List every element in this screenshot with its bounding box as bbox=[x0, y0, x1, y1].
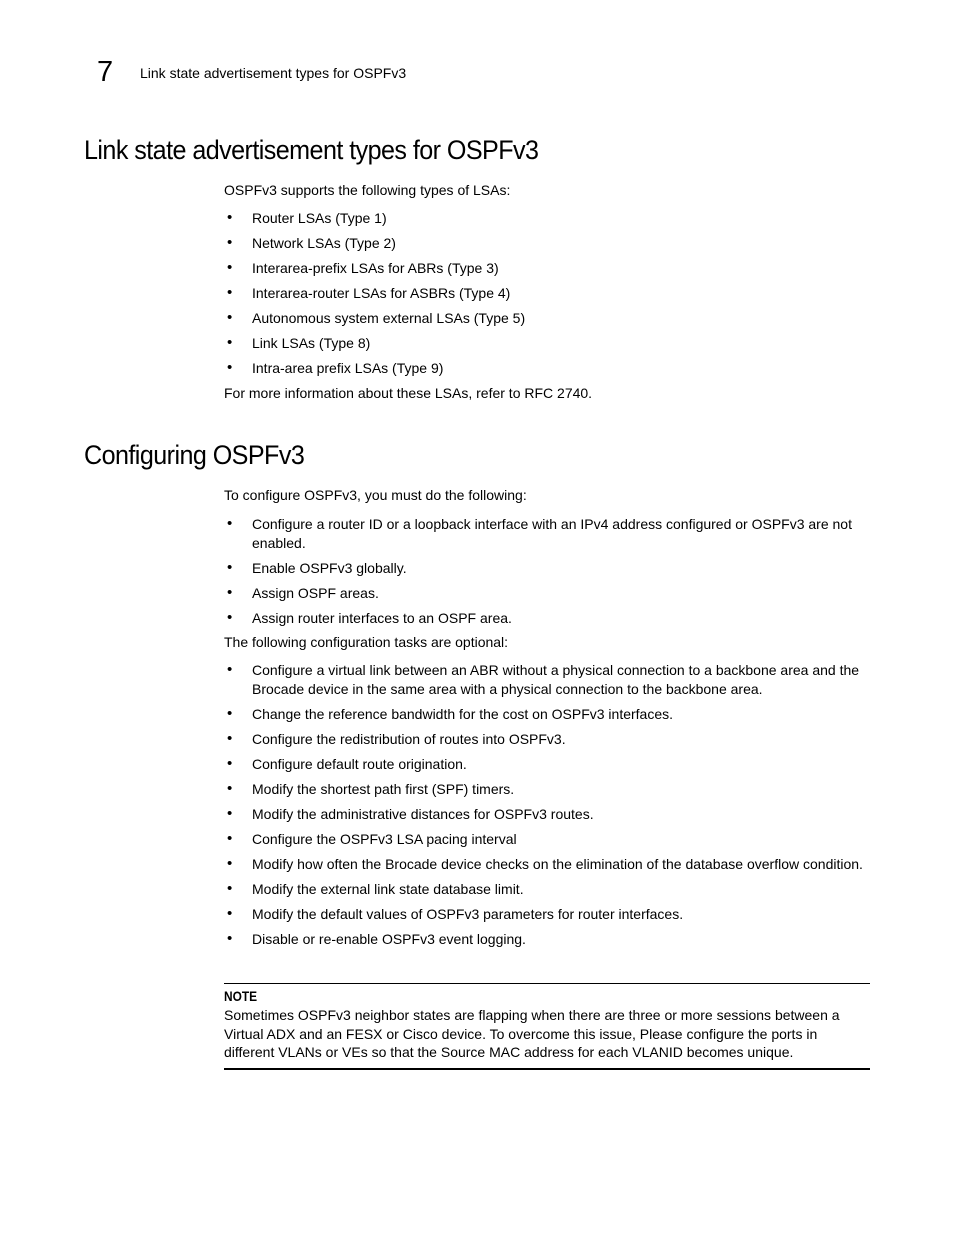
bullet-icon: • bbox=[227, 209, 233, 226]
bullet-icon: • bbox=[227, 259, 233, 276]
optional-intro: The following configuration tasks are optional: bbox=[224, 634, 509, 650]
bullet-icon: • bbox=[227, 779, 233, 797]
bullet-icon: • bbox=[227, 854, 233, 872]
bullet-icon: • bbox=[227, 309, 233, 326]
bullet-icon: • bbox=[227, 284, 233, 301]
list-item: • Interarea-prefix LSAs for ABRs (Type 3) bbox=[227, 259, 499, 276]
lsa-outro: For more information about these LSAs, refer to RFC 2740. bbox=[224, 385, 593, 401]
bullet-icon: • bbox=[227, 729, 233, 747]
list-item: • Configure the OSPFv3 LSA pacing interval bbox=[227, 829, 517, 847]
bullet-icon: • bbox=[227, 515, 233, 532]
list-item: • Link LSAs (Type 8) bbox=[227, 334, 371, 351]
list-item: • Autonomous system external LSAs (Type 5) bbox=[227, 309, 526, 326]
list-item: • Modify the administrative distances for OSPFv3 routes. bbox=[227, 804, 594, 822]
bullet-icon: • bbox=[227, 829, 233, 847]
list-item: • Configure the redistribution of routes into OSPFv3. bbox=[227, 729, 566, 747]
list-item: • Configure a virtual link between an ABR without a physical connection to a backbone area and the Brocade device in the same area with a physical connection to the backbone area. bbox=[227, 661, 860, 697]
bullet-icon: • bbox=[227, 234, 233, 251]
list-item: • Configure default route origination. bbox=[227, 754, 467, 772]
bullet-icon: • bbox=[227, 929, 233, 947]
lsa-types-list bbox=[224, 209, 870, 384]
bullet-icon: • bbox=[227, 804, 233, 822]
bullet-icon: • bbox=[227, 904, 233, 922]
chapter-number: 7 bbox=[97, 56, 114, 88]
list-item: • Modify the external link state database limit. bbox=[227, 879, 524, 897]
note-box bbox=[224, 983, 870, 1070]
bullet-icon: • bbox=[227, 704, 233, 722]
section-heading-configuring: Configuring OSPFv3 bbox=[84, 440, 305, 470]
note-label: NOTE bbox=[224, 988, 258, 1004]
list-item: • Interarea-router LSAs for ASBRs (Type 4) bbox=[227, 284, 511, 301]
bullet-icon: • bbox=[227, 608, 233, 626]
bullet-icon: • bbox=[227, 583, 233, 601]
config-intro: To configure OSPFv3, you must do the following: bbox=[224, 487, 527, 503]
bullet-icon: • bbox=[227, 754, 233, 772]
list-item: • Router LSAs (Type 1) bbox=[227, 209, 387, 226]
list-item: • Enable OSPFv3 globally. bbox=[227, 558, 407, 576]
list-item: • Configure a router ID or a loopback interface with an IPv4 address configured or OSPFv3 are not enabled. bbox=[227, 515, 852, 551]
list-item: • Change the reference bandwidth for the cost on OSPFv3 interfaces. bbox=[227, 704, 674, 722]
bullet-icon: • bbox=[227, 661, 233, 678]
list-item: • Disable or re-enable OSPFv3 event logging. bbox=[227, 929, 526, 947]
note-text: Sometimes OSPFv3 neighbor states are flapping when there are three or more sessions between a Virtual ADX and an FESX or Cisco device. To overcome this issue, Please configure the ports in different VLANs or VEs so that the Source MAC address for each VLANID becomes unique. bbox=[224, 1007, 840, 1060]
optional-tasks-list bbox=[224, 661, 870, 955]
list-item: • Assign router interfaces to an OSPF area. bbox=[227, 608, 512, 626]
section-heading-lsa-types: Link state advertisement types for OSPFv3 bbox=[84, 135, 539, 165]
running-title: Link state advertisement types for OSPFv3 bbox=[140, 65, 407, 81]
bullet-icon: • bbox=[227, 558, 233, 576]
list-item: • Assign OSPF areas. bbox=[227, 583, 379, 601]
bullet-icon: • bbox=[227, 879, 233, 897]
list-item: • Network LSAs (Type 2) bbox=[227, 234, 396, 251]
required-tasks-list bbox=[224, 515, 870, 634]
bullet-icon: • bbox=[227, 334, 233, 351]
list-item: • Modify how often the Brocade device checks on the elimination of the database overflow condition. bbox=[227, 854, 863, 872]
list-item: • Modify the default values of OSPFv3 parameters for router interfaces. bbox=[227, 904, 684, 922]
lsa-intro: OSPFv3 supports the following types of LSAs: bbox=[224, 182, 511, 198]
list-item: • Modify the shortest path first (SPF) timers. bbox=[227, 779, 515, 797]
list-item: • Intra-area prefix LSAs (Type 9) bbox=[227, 359, 444, 376]
bullet-icon: • bbox=[227, 359, 233, 376]
